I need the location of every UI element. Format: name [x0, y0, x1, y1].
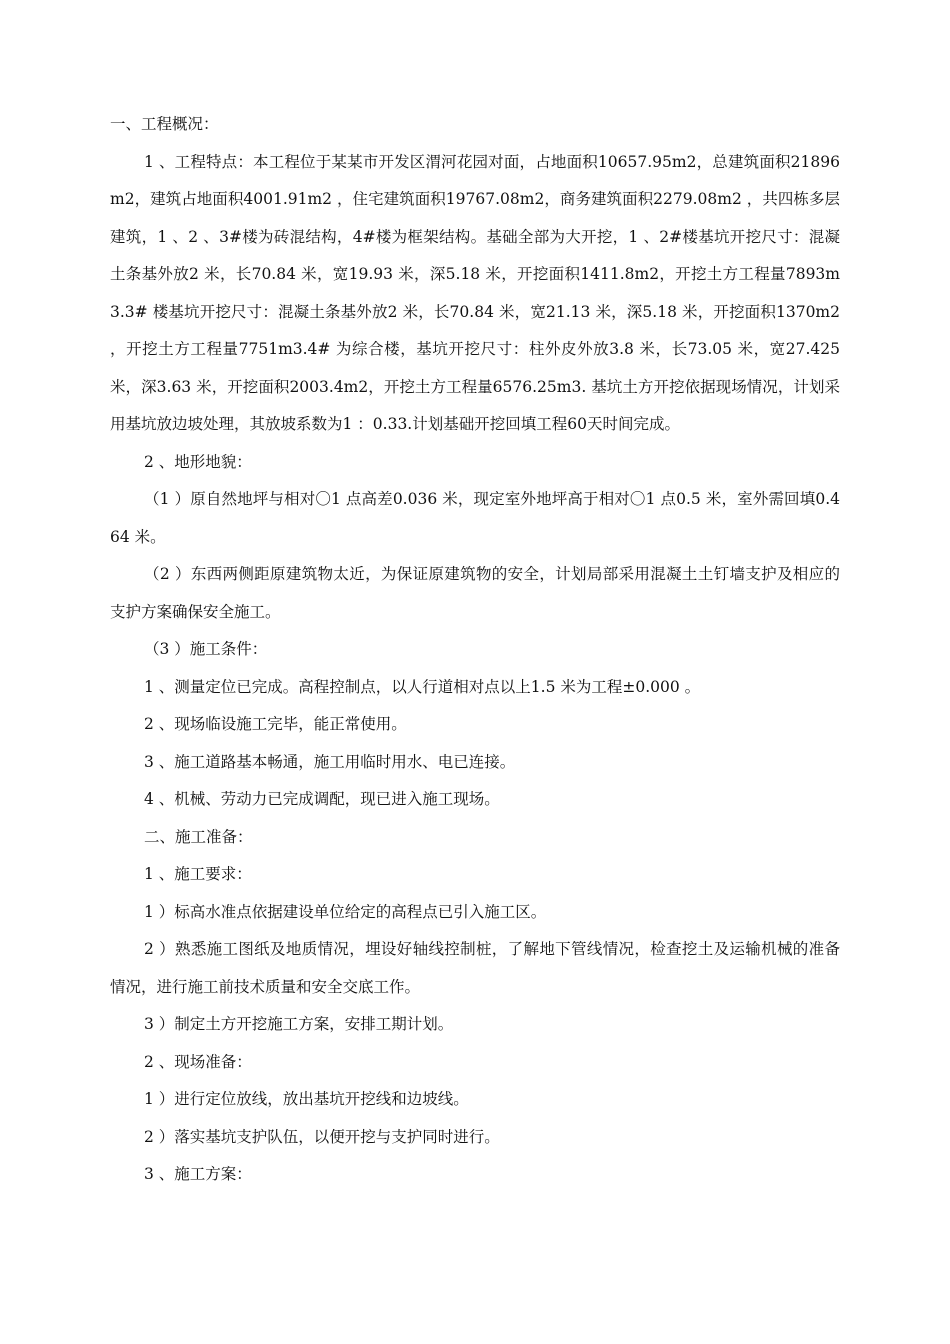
paragraph-terrain-1: （1 ）原自然地坪与相对〇1 点高差0.036 米，现定室外地坪高于相对〇1 点0.5 米，室外需回填0.464 米。 [110, 490, 840, 546]
list-item-condition-3: 3 、施工道路基本畅通，施工用临时用水、电已连接。 [144, 752, 516, 771]
list-item-site-2: 2 ）落实基坑支护队伍，以便开挖与支护同时进行。 [144, 1127, 500, 1146]
paragraph-terrain-2: （2 ）东西两侧距原建筑物太近，为保证原建筑物的安全，计划局部采用混凝土土钉墙支护及相应的支护方案确保安全施工。 [110, 565, 840, 621]
paragraph-project-features: 1 、工程特点：本工程位于某某市开发区渭河花园对面，占地面积10657.95m2，总建筑面积21896m2，建筑占地面积4001.91m2 ，住宅建筑面积19767.08m2，商务建筑面积2279.08m2 ，共四栋多层建筑，1 、2 、3#楼为砖混结构，4#楼为框架结构。基础全部为大开挖，1 、2#楼基坑开挖尺寸：混凝土条基外放2 米，长70.84 米，宽19.93 米，深5.18 米，开挖面积1411.8m2，开挖土方工程量7893m3.3# 楼基坑开挖尺寸：混凝土条基外放2 米，长70.84 米，宽21.13 米，深5.18 米，开挖面积1370m2 ，开挖土方工程量7751m3.4# 为综合楼，基坑开挖尺寸：柱外皮外放3.8 米，长73.05 米，宽27.425 米，深3.63 米，开挖面积2003.4m2，开挖土方工程量6576.25m3. 基坑土方开挖依据现场情况，计划采用基坑放边坡处理，其放坡系数为1 ：0.33.计划基础开挖回填工程60天时间完成。 [110, 152, 840, 433]
list-item-site-1: 1 ）进行定位放线，放出基坑开挖线和边坡线。 [144, 1090, 469, 1108]
paragraph-construction-conditions: （3 ）施工条件： [144, 640, 268, 658]
section-heading-overview: 一、工程概况： [110, 115, 219, 133]
list-item-requirement-3: 3 ）制定土方开挖施工方案，安排工期计划。 [144, 1015, 454, 1033]
paragraph-requirements-heading: 1 、施工要求： [144, 865, 252, 883]
section-heading-preparation: 二、施工准备： [144, 827, 253, 846]
document-body [110, 106, 840, 1194]
list-item-requirement-1: 1 ）标高水准点依据建设单位给定的高程点已引入施工区。 [144, 902, 547, 921]
list-item-requirement-2: 2 ）熟悉施工图纸及地质情况，埋设好轴线控制桩，了解地下管线情况，检查挖土及运输机械的准备情况，进行施工前技术质量和安全交底工作。 [110, 940, 840, 996]
list-item-condition-4: 4 、机械、劳动力已完成调配，现已进入施工现场。 [144, 790, 500, 808]
paragraph-terrain-heading: 2 、地形地貌： [144, 452, 252, 471]
list-item-condition-1: 1 、测量定位已完成。高程控制点，以人行道相对点以上1.5 米为工程±0.000 。 [144, 677, 701, 696]
paragraph-site-preparation-heading: 2 、现场准备： [144, 1052, 252, 1071]
list-item-condition-2: 2 、现场临设施工完毕，能正常使用。 [144, 715, 407, 733]
paragraph-construction-plan-heading: 3 、施工方案： [144, 1165, 252, 1183]
